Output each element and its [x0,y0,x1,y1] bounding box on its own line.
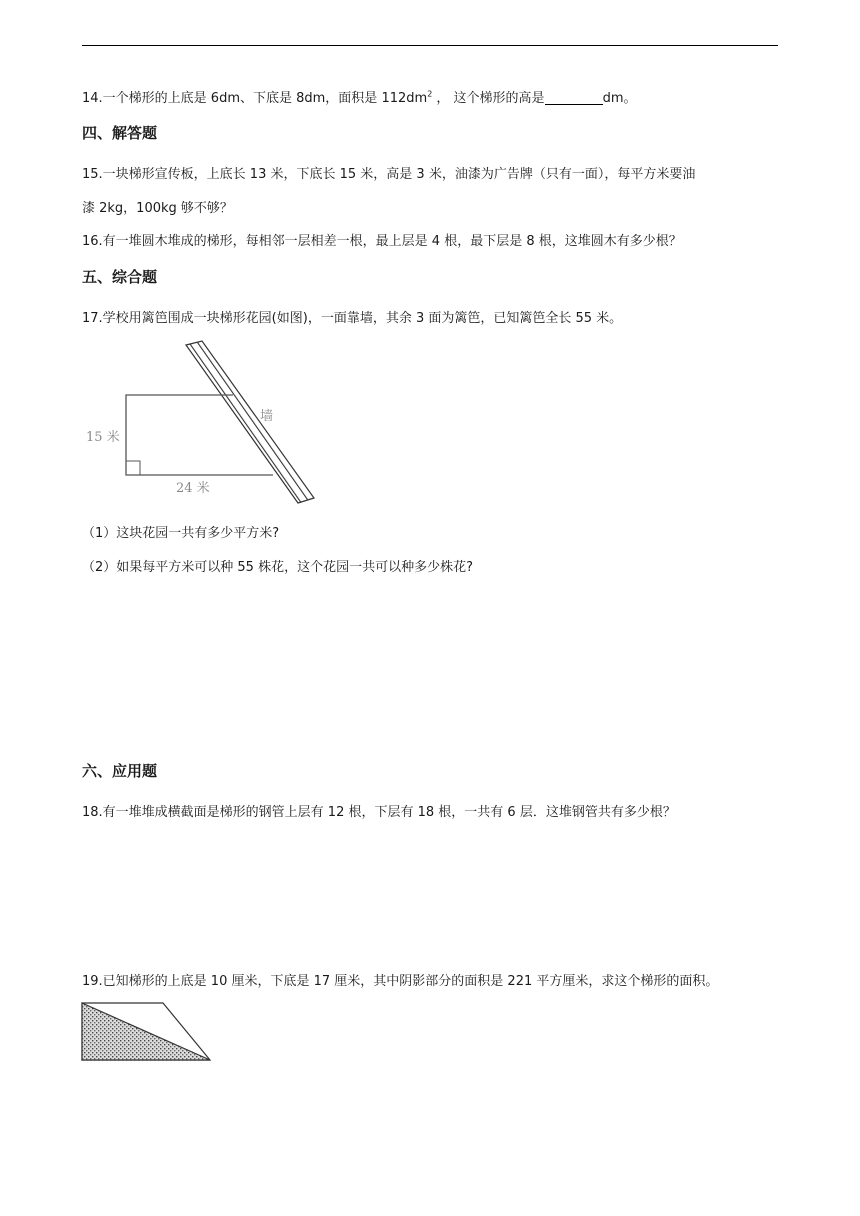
header-rule [82,45,778,46]
question-14-text-b: ， 这个梯形的高是 [436,91,545,106]
label-wall: 墙 [260,409,274,424]
wall-shape [186,341,314,503]
label-base: 24 米 [176,481,210,496]
trapezoid-figure [80,1000,215,1064]
question-16: 16.有一堆圆木堆成的梯形，每相邻一层相差一根，最上层是 4 根，最下层是 8 根，这堆圆木有多少根？ [82,234,682,249]
question-14-unit: dm。 [602,91,637,106]
question-17-sub-1: （1）这块花园一共有多少平方米? [82,526,280,541]
question-17: 17.学校用篱笆围成一块梯形花园(如图)，一面靠墙，其余 3 面为篱笆，已知篱笆全长 55 米。 [82,311,623,326]
answer-blank[interactable] [545,90,603,105]
section-4-heading: 四、解答题 [82,124,158,142]
question-19: 19.已知梯形的上底是 10 厘米，下底是 17 厘米，其中阴影部分的面积是 221 平方厘米，求这个梯形的面积。 [82,974,719,989]
question-14-text: 14.一个梯形的上底是 6dm、下底是 8dm，面积是 112dm [82,91,428,106]
question-15-line-2: 漆 2kg，100kg 够不够？ [82,201,233,216]
question-18: 18.有一堆堆成横截面是梯形的钢管上层有 12 根，下层有 18 根，一共有 6 层．这堆钢管共有多少根？ [82,805,676,820]
garden-figure [84,340,324,510]
label-height: 15 米 [86,430,120,445]
section-5-heading: 五、综合题 [82,268,158,286]
question-14 [82,89,636,109]
question-17-sub-2: （2）如果每平方米可以种 55 株花，这个花园一共可以种多少株花? [82,560,473,575]
section-6-heading: 六、应用题 [82,762,158,780]
question-15-line-1: 15.一块梯形宣传板，上底长 13 米，下底长 15 米，高是 3 米，油漆为广告牌（只有一面），每平方米要油 [82,167,696,182]
superscript-2: 2 [427,89,433,99]
right-angle-mark [126,461,140,475]
